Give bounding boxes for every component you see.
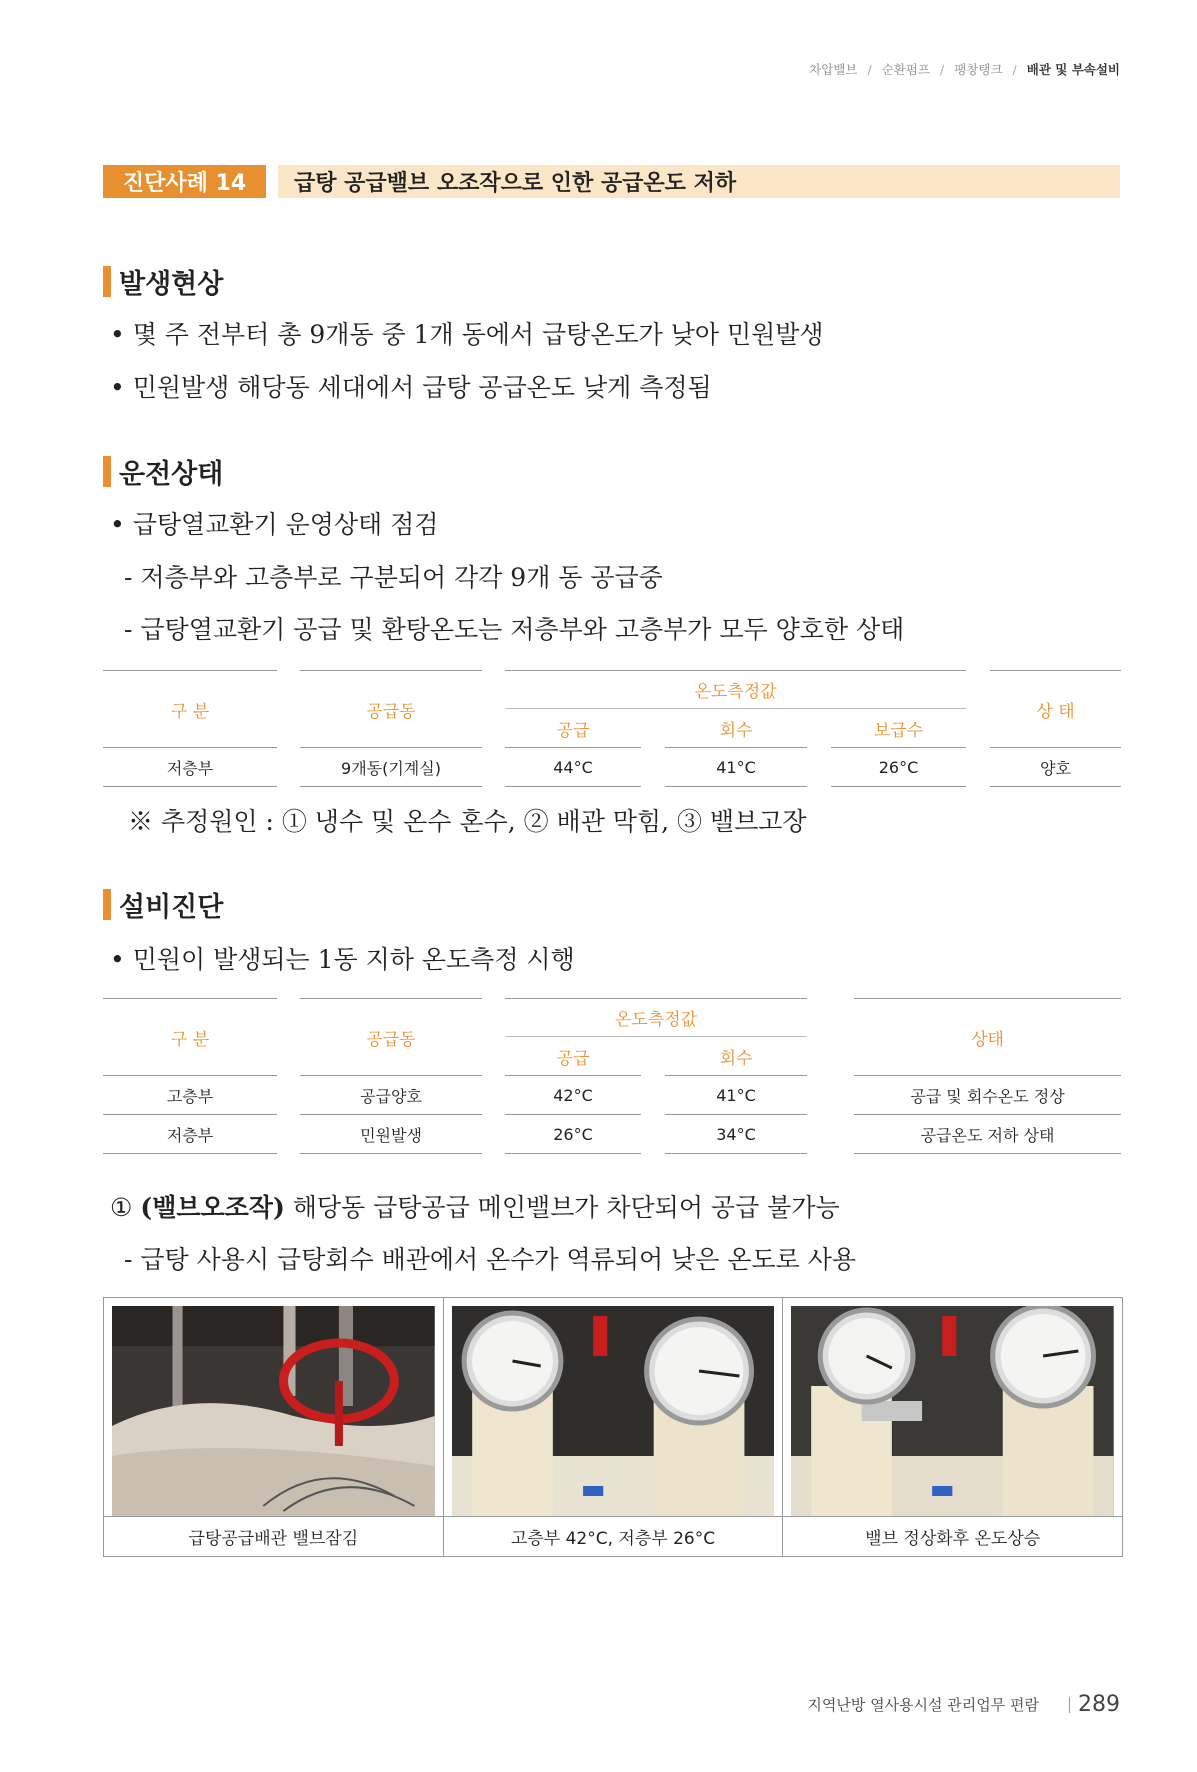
- breadcrumb-separator: /: [1012, 62, 1017, 77]
- cell-status: 공급온도 저하 상태: [854, 1115, 1121, 1154]
- bullet-line: • 급탕열교환기 운영상태 점검: [110, 510, 439, 539]
- cell-gubun: 고층부: [103, 1076, 277, 1115]
- case-title: 급탕 공급밸브 오조작으로 인한 공급온도 저하: [278, 165, 1120, 198]
- cell-gubun: 저층부: [103, 1115, 277, 1154]
- section-bar: [103, 266, 111, 297]
- breadcrumb-item[interactable]: 차압밸브: [809, 62, 858, 77]
- cell-status: 공급 및 회수온도 정상: [854, 1076, 1121, 1115]
- cell-supply: 44°C: [505, 748, 641, 787]
- finding-rest: 해당동 급탕공급 메인밸브가 차단되어 공급 불가능: [284, 1193, 840, 1222]
- col-header-makeup: 보급수: [831, 709, 966, 748]
- col-header-status: 상 태: [990, 670, 1121, 748]
- col-header-gubun: 구 분: [103, 670, 277, 748]
- bullet-line: • 몇 주 전부터 총 9개동 중 1개 동에서 급탕온도가 낮아 민원발생: [110, 320, 824, 349]
- section-bar: [103, 889, 111, 920]
- breadcrumb-item[interactable]: 팽창탱크: [954, 62, 1003, 77]
- cell-return: 34°C: [665, 1115, 807, 1154]
- photo-gauges-after: [783, 1298, 1122, 1517]
- footer-divider: [1069, 1697, 1070, 1713]
- table-row: [103, 748, 1121, 787]
- page-footer: [807, 1692, 1120, 1717]
- photo-valve-closed: [104, 1298, 443, 1517]
- section-heading-text: 발생현상: [119, 269, 224, 300]
- section-heading-diagnosis: [103, 885, 223, 924]
- section-heading-text: 설비진단: [119, 892, 224, 923]
- table-row: [103, 1115, 1121, 1154]
- cell-bldg: 공급양호: [300, 1076, 482, 1115]
- finding-prefix: ①: [110, 1193, 141, 1222]
- bullet-line: • 민원이 발생되는 1동 지하 온도측정 시행: [110, 945, 575, 974]
- photo-caption: 급탕공급배관 밸브잠김: [188, 1529, 359, 1549]
- col-header-return: 회수: [665, 1037, 807, 1076]
- sub-line: - 급탕열교환기 공급 및 환탕온도는 저층부와 고층부가 모두 양호한 상태: [124, 615, 905, 644]
- cell-return: 41°C: [665, 1076, 807, 1115]
- photo-gauges-before: [444, 1298, 783, 1517]
- note-line: ※ 추정원인 : ① 냉수 및 온수 혼수, ② 배관 막힘, ③ 밸브고장: [128, 807, 807, 836]
- col-header-group: 온도측정값: [505, 998, 807, 1037]
- breadcrumb-separator: /: [867, 62, 872, 77]
- cell-gubun: 저층부: [103, 748, 277, 787]
- col-header-status: 상태: [854, 998, 1121, 1076]
- case-tag: 진단사례 14: [103, 165, 266, 198]
- page-number: 289: [1078, 1692, 1120, 1717]
- col-header-supply: 공급: [505, 1037, 641, 1076]
- finding-bold: (밸브오조작): [140, 1193, 285, 1222]
- photo-cell: [783, 1298, 1122, 1556]
- col-header-return: 회수: [665, 709, 807, 748]
- breadcrumb-item[interactable]: 순환펌프: [881, 62, 931, 77]
- col-header-gubun: 구 분: [103, 998, 277, 1076]
- col-header-supply-bldg: 공급동: [300, 670, 482, 748]
- photo-cell: [444, 1298, 784, 1556]
- breadcrumb-current[interactable]: 배관 및 부속설비: [1026, 62, 1120, 77]
- bullet-line: • 민원발생 해당동 세대에서 급탕 공급온도 낮게 측정됨: [110, 373, 712, 402]
- photo-caption: 밸브 정상화후 온도상승: [865, 1529, 1041, 1549]
- cell-makeup: 26°C: [831, 748, 966, 787]
- section-bar: [103, 456, 111, 487]
- cell-supply: 26°C: [505, 1115, 641, 1154]
- section-heading-text: 운전상태: [119, 459, 224, 490]
- photo-panel: [103, 1297, 1123, 1557]
- operation-table: [103, 670, 1121, 787]
- photo-cell: [104, 1298, 444, 1556]
- photo-caption: 고층부 42°C, 저층부 26°C: [510, 1529, 716, 1549]
- case-header: [103, 165, 1120, 198]
- breadcrumb: [809, 60, 1120, 78]
- finding-line: [110, 1188, 840, 1224]
- sub-line: - 급탕 사용시 급탕회수 배관에서 온수가 역류되어 낮은 온도로 사용: [124, 1245, 857, 1274]
- table-row: [103, 1076, 1121, 1115]
- cell-bldg: 민원발생: [300, 1115, 482, 1154]
- section-heading-operation: [103, 452, 223, 491]
- cell-bldg: 9개동(기계실): [300, 748, 482, 787]
- col-header-supply: 공급: [505, 709, 641, 748]
- cell-status: 양호: [990, 748, 1121, 787]
- col-header-supply-bldg: 공급동: [300, 998, 482, 1076]
- diagnosis-table: [103, 998, 1121, 1154]
- sub-line: - 저층부와 고층부로 구분되어 각각 9개 동 공급중: [124, 563, 663, 592]
- breadcrumb-separator: /: [940, 62, 945, 77]
- section-heading-occurrence: [103, 262, 223, 301]
- col-header-group: 온도측정값: [505, 670, 966, 709]
- footer-title: 지역난방 열사용시설 관리업무 편람: [807, 1696, 1039, 1714]
- cell-return: 41°C: [665, 748, 807, 787]
- cell-supply: 42°C: [505, 1076, 641, 1115]
